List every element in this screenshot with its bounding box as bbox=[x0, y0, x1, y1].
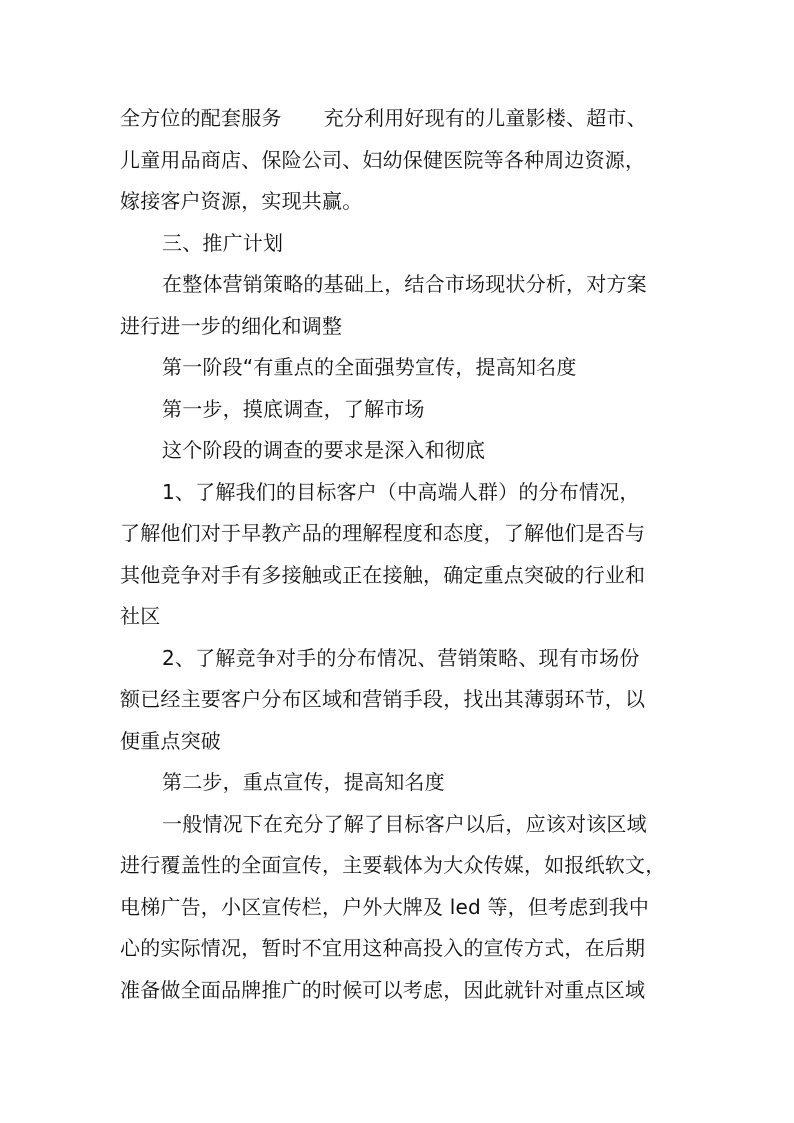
text-line-1-part-1: 全方位的配套服务 bbox=[120, 106, 282, 130]
text-line-15: 额已经主要客户分布区域和营销手段，找出其薄弱环节，以 bbox=[120, 687, 646, 711]
section-heading-promotion-plan: 三、推广计划 bbox=[162, 230, 284, 255]
text-line-11: 了解他们对于早教产品的理解程度和态度，了解他们是否与 bbox=[120, 521, 646, 545]
text-line-18: 一般情况下在充分了解了目标客户以后，应该对该区域 bbox=[162, 811, 647, 836]
text-line-19: 进行覆盖性的全面宣传，主要载体为大众传媒，如报纸软文， bbox=[120, 853, 666, 877]
text-line-10: 1、了解我们的目标客户（中高端人群）的分布情况， bbox=[162, 479, 640, 504]
text-line-2: 儿童用品商店、保险公司、妇幼保健医院等各种周边资源， bbox=[120, 147, 646, 172]
text-line-16: 便重点突破 bbox=[120, 728, 221, 753]
text-line-14: 2、了解竞争对手的分布情况、营销策略、现有市场份 bbox=[162, 645, 640, 670]
text-line-6: 进行进一步的细化和调整 bbox=[120, 313, 343, 338]
text-line-3: 嫁接客户资源，实现共赢。 bbox=[120, 189, 363, 213]
text-line-1 bbox=[120, 98, 680, 140]
document-body bbox=[120, 98, 680, 1011]
text-line-12: 其他竞争对手有多接触或正在接触，确定重点突破的行业和 bbox=[120, 562, 646, 587]
text-line-20: 电梯广告，小区宣传栏，户外大牌及 led 等，但考虑到我中 bbox=[120, 894, 650, 919]
text-line-8: 第一步，摸底调查，了解市场 bbox=[162, 396, 425, 421]
text-line-17: 第二步，重点宣传，提高知名度 bbox=[162, 770, 445, 794]
text-line-13: 社区 bbox=[120, 604, 161, 628]
text-line-7: 第一阶段“有重点的全面强势宣传，提高知名度 bbox=[162, 355, 577, 379]
text-line-1-part-2: 充分利用好现有的儿童影楼、超市、 bbox=[323, 106, 647, 130]
text-line-9: 这个阶段的调查的要求是深入和彻底 bbox=[162, 438, 486, 462]
text-line-21: 心的实际情况，暂时不宜用这种高投入的宣传方式，在后期 bbox=[120, 936, 646, 960]
text-line-5: 在整体营销策略的基础上，结合市场现状分析，对方案 bbox=[162, 272, 647, 296]
text-line-22: 准备做全面品牌推广的时候可以考虑，因此就针对重点区域 bbox=[120, 977, 646, 1002]
